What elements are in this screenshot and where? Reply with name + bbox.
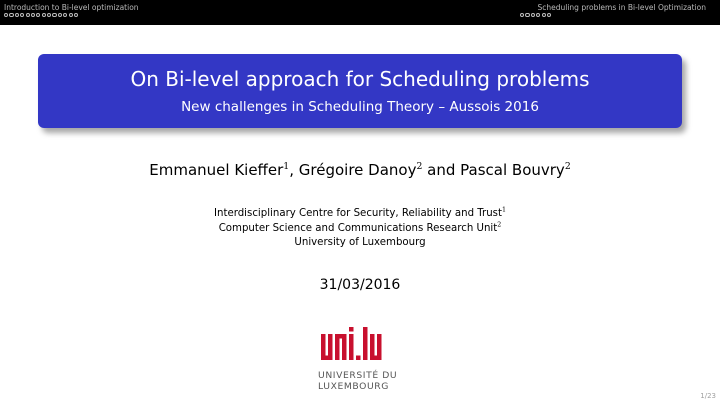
institution-line	[0, 236, 720, 251]
nav-frame-dot[interactable]	[69, 13, 73, 17]
nav-frame-dot[interactable]	[31, 13, 35, 17]
institution-name: University of Luxembourg	[294, 237, 426, 248]
nav-frame-dot[interactable]	[9, 13, 13, 17]
nav-frame-dot[interactable]	[20, 13, 24, 17]
nav-frame-dot[interactable]	[531, 13, 535, 17]
presentation-title: On Bi-level approach for Scheduling problems	[130, 67, 590, 91]
nav-frame-dot[interactable]	[36, 13, 40, 17]
author-name: Emmanuel Kieffer	[149, 161, 284, 179]
navigation-bar	[0, 0, 720, 25]
nav-frame-dot[interactable]	[542, 13, 546, 17]
nav-frame-dot[interactable]	[26, 13, 30, 17]
nav-frame-dot[interactable]	[58, 13, 62, 17]
nav-frame-dot[interactable]	[4, 13, 8, 17]
nav-frame-dot[interactable]	[15, 13, 19, 17]
affiliation-mark: 2	[416, 161, 423, 172]
wordmark-line: LUXEMBOURG	[318, 381, 390, 392]
institution-name: Computer Science and Communications Research Unit	[218, 222, 498, 234]
institution-name: Interdisciplinary Centre for Security, Reliability and Trust	[213, 208, 502, 219]
nav-frame-dot[interactable]	[547, 13, 551, 17]
nav-dots-introduction[interactable]	[4, 13, 78, 17]
nav-dots-scheduling[interactable]	[520, 13, 551, 17]
presentation-date: 31/03/2016	[319, 277, 401, 293]
author-separator: ,	[289, 161, 299, 179]
nav-section-scheduling[interactable]: Scheduling problems in Bi-level Optimization	[537, 3, 706, 12]
nav-frame-dot[interactable]	[63, 13, 67, 17]
nav-frame-dot[interactable]	[42, 13, 46, 17]
nav-frame-dot[interactable]	[74, 13, 78, 17]
affiliation-mark: 1	[501, 206, 507, 214]
affiliation-mark: 2	[564, 161, 571, 172]
author-name: Pascal Bouvry	[460, 161, 565, 179]
nav-frame-dot[interactable]	[520, 13, 524, 17]
logo-glyphs	[321, 327, 382, 360]
affiliation-mark: 1	[283, 161, 290, 172]
nav-frame-dot[interactable]	[47, 13, 51, 17]
nav-section-introduction[interactable]: Introduction to Bi-level optimization	[4, 3, 139, 12]
nav-frame-dot[interactable]	[525, 13, 529, 17]
institution-line	[0, 207, 720, 222]
institution-line	[0, 222, 720, 237]
university-wordmark	[318, 370, 402, 392]
nav-frame-dot[interactable]	[536, 13, 540, 17]
author-name: Grégoire Danoy	[298, 161, 417, 179]
page-number: 1/23	[700, 392, 716, 400]
nav-frame-dot[interactable]	[52, 13, 56, 17]
title-block	[38, 54, 682, 128]
author-list	[0, 160, 720, 180]
author-separator: and	[422, 161, 461, 179]
institution-list	[0, 207, 720, 251]
wordmark-line: UNIVERSITÉ DU	[318, 370, 398, 381]
presentation-subtitle: New challenges in Scheduling Theory – Aussois 2016	[181, 99, 539, 115]
affiliation-mark: 2	[497, 221, 502, 229]
